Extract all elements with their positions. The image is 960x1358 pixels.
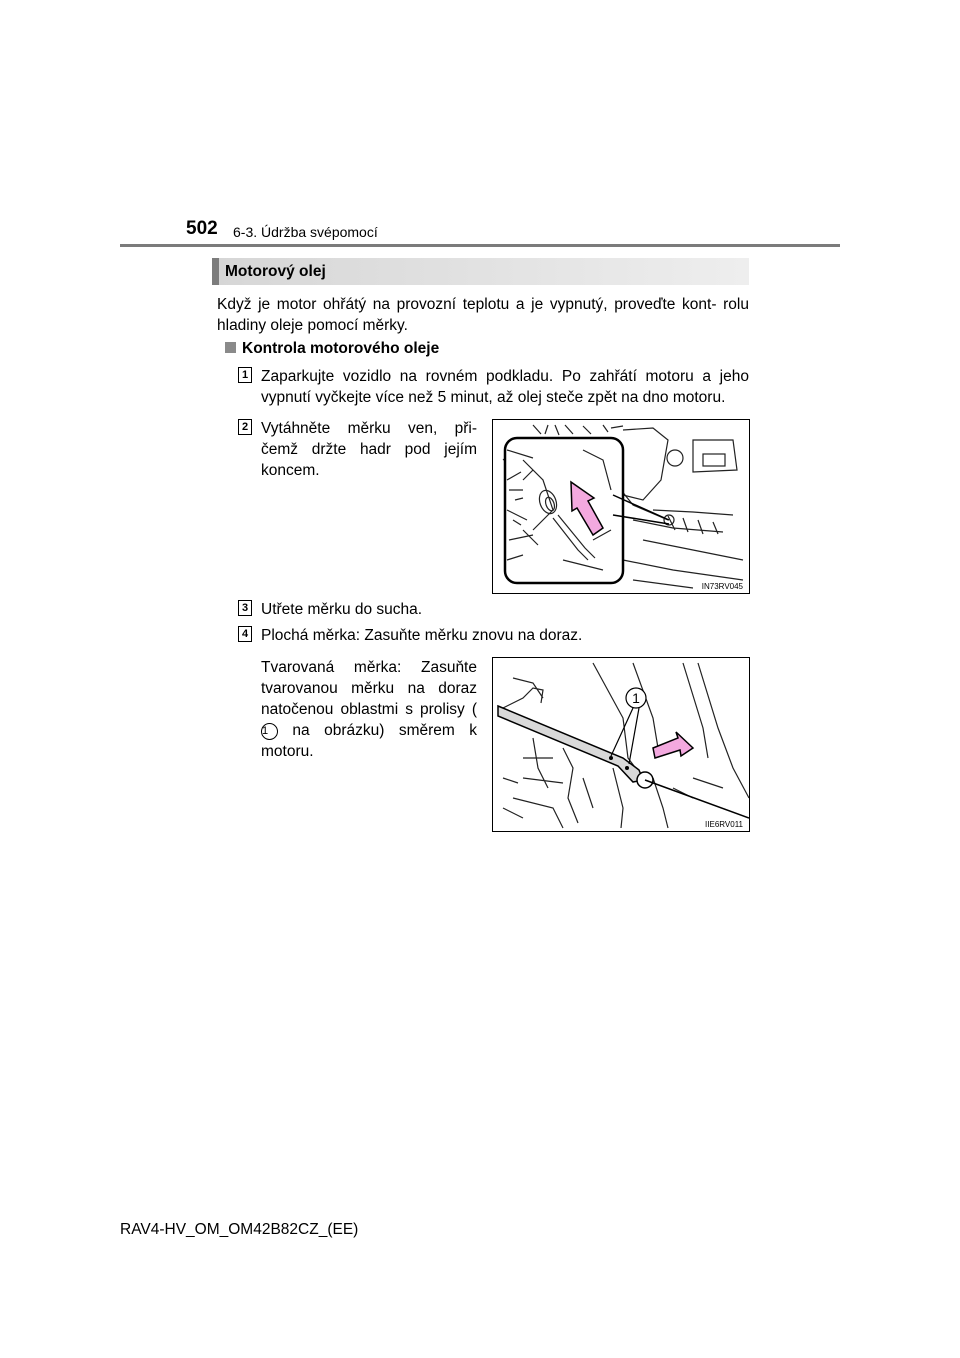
callout-1-marker: 1 bbox=[261, 723, 278, 740]
step-3-text: Utřete měrku do sucha. bbox=[261, 601, 423, 618]
figure-code-1: IN73RV045 bbox=[701, 582, 743, 591]
dipstick-insert-illustration-icon bbox=[493, 658, 749, 831]
section-title: 6-3. Údržba svépomocí bbox=[233, 224, 378, 240]
step-4-shaped-after: na obrázku) směrem k motoru. bbox=[261, 722, 477, 760]
step-4-shaped-before: Tvarovaná měrka: Zasuňte tvarovanou měrku na doraz natočenou oblastmi s prolisy ( bbox=[261, 659, 477, 718]
document-footer: RAV4-HV_OM_OM42B82CZ_(EE) bbox=[120, 1221, 359, 1238]
figure-callout-1: 1 bbox=[632, 690, 640, 706]
step-number-2: 2 bbox=[238, 419, 252, 435]
header-rule bbox=[120, 244, 840, 247]
step-2-text: Vytáhněte měrku ven, při- čemž držte hadr pod jejím koncem. bbox=[261, 420, 477, 479]
step-number-3: 3 bbox=[238, 600, 252, 616]
figure-code-2: IIE6RV011 bbox=[705, 820, 743, 829]
page-number: 502 bbox=[186, 218, 218, 239]
section-heading: Motorový olej bbox=[225, 263, 326, 280]
step-number-1: 1 bbox=[238, 367, 252, 383]
engine-dipstick-pull-illustration-icon bbox=[493, 420, 749, 593]
square-bullet-icon bbox=[225, 342, 236, 353]
step-4-text: Plochá měrka: Zasuňte měrku znovu na doraz. bbox=[261, 627, 583, 644]
step-4-shaped-text bbox=[261, 657, 477, 762]
step-number-4: 4 bbox=[238, 626, 252, 642]
figure-dipstick-removal bbox=[492, 419, 750, 594]
figure-dipstick-insert bbox=[492, 657, 750, 832]
sub-heading-text: Kontrola motorového oleje bbox=[242, 340, 440, 357]
sub-heading bbox=[225, 340, 439, 358]
step-1-text: Zaparkujte vozidlo na rovném podkladu. Po zahřátí motoru a jeho vypnutí vyčkejte více než 5 minut, až olej steče zpět na dno motoru. bbox=[261, 368, 749, 406]
intro-paragraph: Když je motor ohřátý na provozní teplotu a je vypnutý, proveďte kont- rolu hladiny oleje pomocí měrky. bbox=[217, 296, 749, 334]
